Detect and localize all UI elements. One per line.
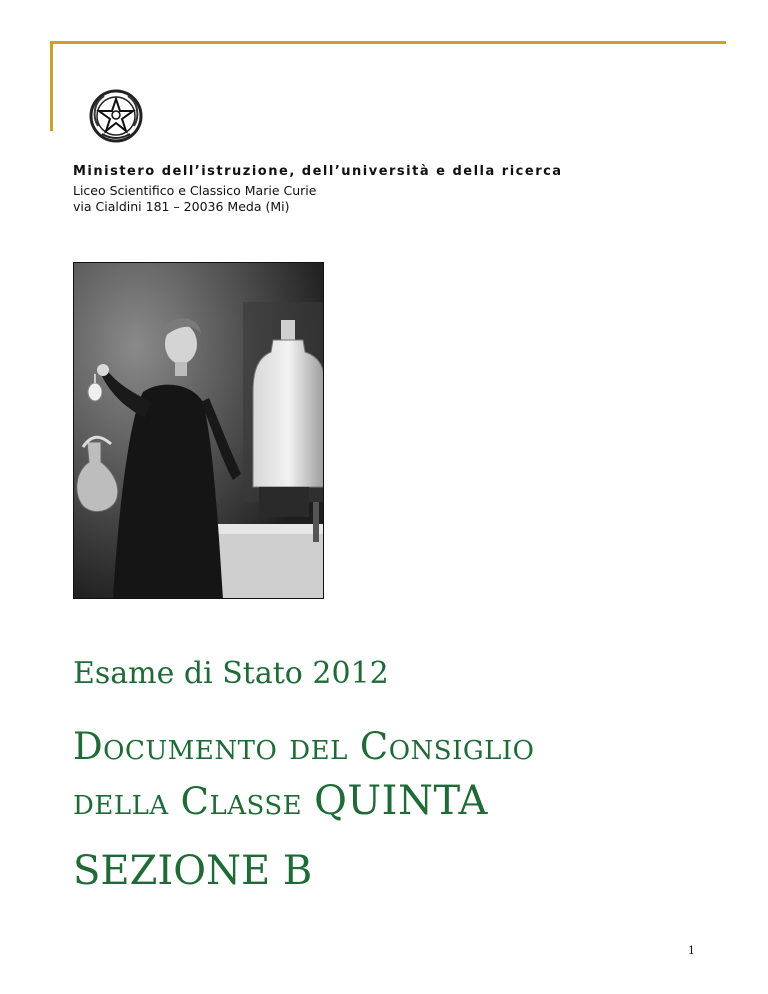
italian-republic-emblem-icon: [88, 88, 144, 144]
frame-left-border: [50, 41, 53, 131]
marie-curie-laboratory-photo-icon: [73, 262, 324, 599]
school-name: Liceo Scientifico e Classico Marie Curie: [73, 183, 317, 198]
ministry-name: Ministero dell’istruzione, dell’università e della ricerca: [73, 164, 563, 179]
document-title-word: del: [289, 725, 348, 768]
document-title-word: Classe: [180, 780, 303, 823]
section-title: SEZIONE B: [73, 848, 313, 894]
document-title: [73, 720, 534, 829]
document-title-line-2: [73, 774, 534, 829]
document-title-word: della: [73, 780, 169, 823]
page-number: 1: [688, 944, 695, 957]
exam-title: Esame di Stato 2012: [73, 656, 389, 691]
document-title-word: Consiglio: [359, 725, 535, 768]
document-title-word: Documento: [73, 725, 278, 768]
document-title-line-1: [73, 720, 534, 774]
class-name: QUINTA: [314, 778, 488, 824]
school-address: via Cialdini 181 – 20036 Meda (Mi): [73, 199, 290, 214]
frame-top-border: [50, 41, 726, 44]
marie-curie-photo: [73, 262, 324, 599]
